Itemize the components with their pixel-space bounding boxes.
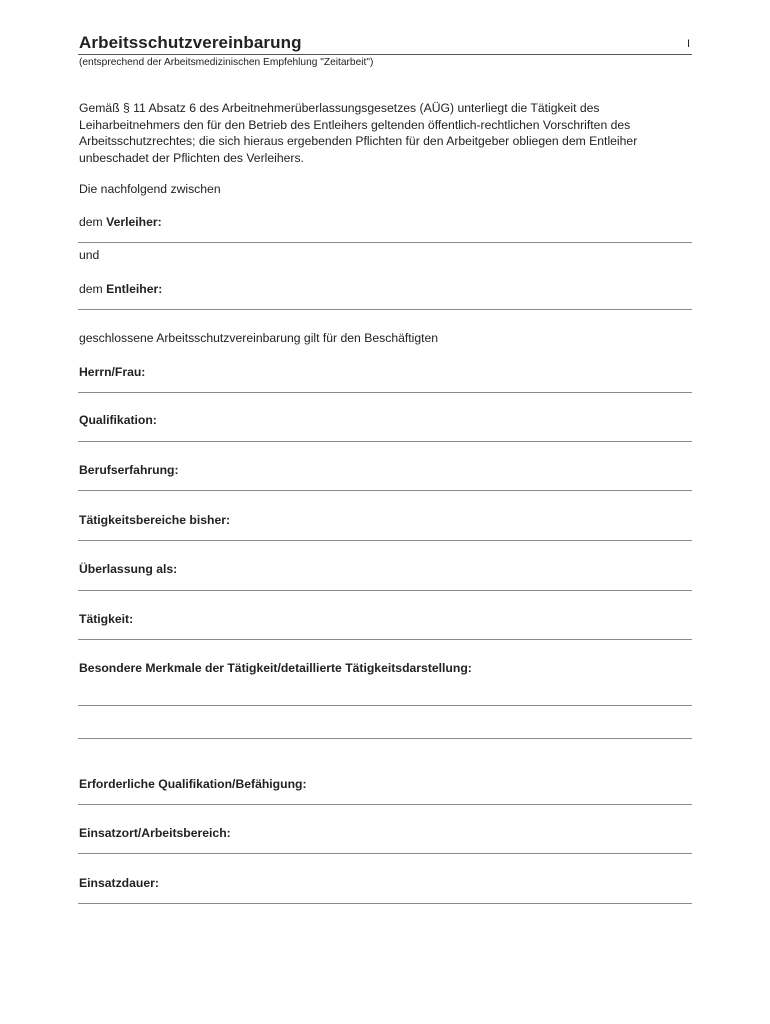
assignment-as-input-line[interactable] <box>78 590 692 591</box>
special-features-input-line-1[interactable] <box>78 705 692 706</box>
intro-paragraph: Gemäß § 11 Absatz 6 des Arbeitnehmerüberlassungsgesetzes (AÜG) unterliegt die Tätigkeit des Leiharbeitnehmers den für den Betrieb des Entleihers geltenden öffentlich-rechtlichen Vorschriften des Arbeitsschutzrechtes; die sich hieraus ergebenden Pflichten für den Arbeitgeber obliegen dem Entleiher unbeschadet der Pflichten des Verleihers. <box>79 101 638 165</box>
and-text: und <box>79 248 100 262</box>
between-text: Die nachfolgend zwischen <box>79 182 221 196</box>
borrower-label-text: Entleiher: <box>106 282 163 296</box>
special-features-label: Besondere Merkmale der Tätigkeit/detaillierte Tätigkeitsdarstellung: <box>79 661 472 675</box>
lender-label <box>79 215 162 229</box>
lender-prefix: dem <box>79 215 103 229</box>
document-title: Arbeitsschutzvereinbarung <box>79 33 302 52</box>
header-rule <box>78 54 692 55</box>
required-qualification-input-line[interactable] <box>78 804 692 805</box>
experience-label: Berufserfahrung: <box>79 463 179 477</box>
activity-label: Tätigkeit: <box>79 612 134 626</box>
location-label: Einsatzort/Arbeitsbereich: <box>79 826 231 840</box>
borrower-prefix: dem <box>79 282 103 296</box>
borrower-label <box>79 282 162 296</box>
assignment-as-label: Überlassung als: <box>79 562 178 576</box>
previous-areas-label: Tätigkeitsbereiche bisher: <box>79 513 231 527</box>
activity-input-line[interactable] <box>78 639 692 640</box>
lender-label-text: Verleiher: <box>106 215 162 229</box>
name-input-line[interactable] <box>78 392 692 393</box>
document-subtitle: (entsprechend der Arbeitsmedizinischen Empfehlung "Zeitarbeit") <box>79 57 374 68</box>
duration-input-line[interactable] <box>78 903 692 904</box>
previous-areas-input-line[interactable] <box>78 540 692 541</box>
page-number: I <box>687 38 691 50</box>
borrower-input-line[interactable] <box>78 309 692 310</box>
duration-label: Einsatzdauer: <box>79 876 159 890</box>
name-label: Herrn/Frau: <box>79 365 146 379</box>
qualification-label: Qualifikation: <box>79 413 157 427</box>
experience-input-line[interactable] <box>78 490 692 491</box>
required-qualification-label: Erforderliche Qualifikation/Befähigung: <box>79 777 307 791</box>
qualification-input-line[interactable] <box>78 441 692 442</box>
location-input-line[interactable] <box>78 853 692 854</box>
lender-input-line[interactable] <box>78 242 692 243</box>
special-features-input-line-2[interactable] <box>78 738 692 739</box>
concluded-text: geschlossene Arbeitsschutzvereinbarung gilt für den Beschäftigten <box>79 331 439 345</box>
